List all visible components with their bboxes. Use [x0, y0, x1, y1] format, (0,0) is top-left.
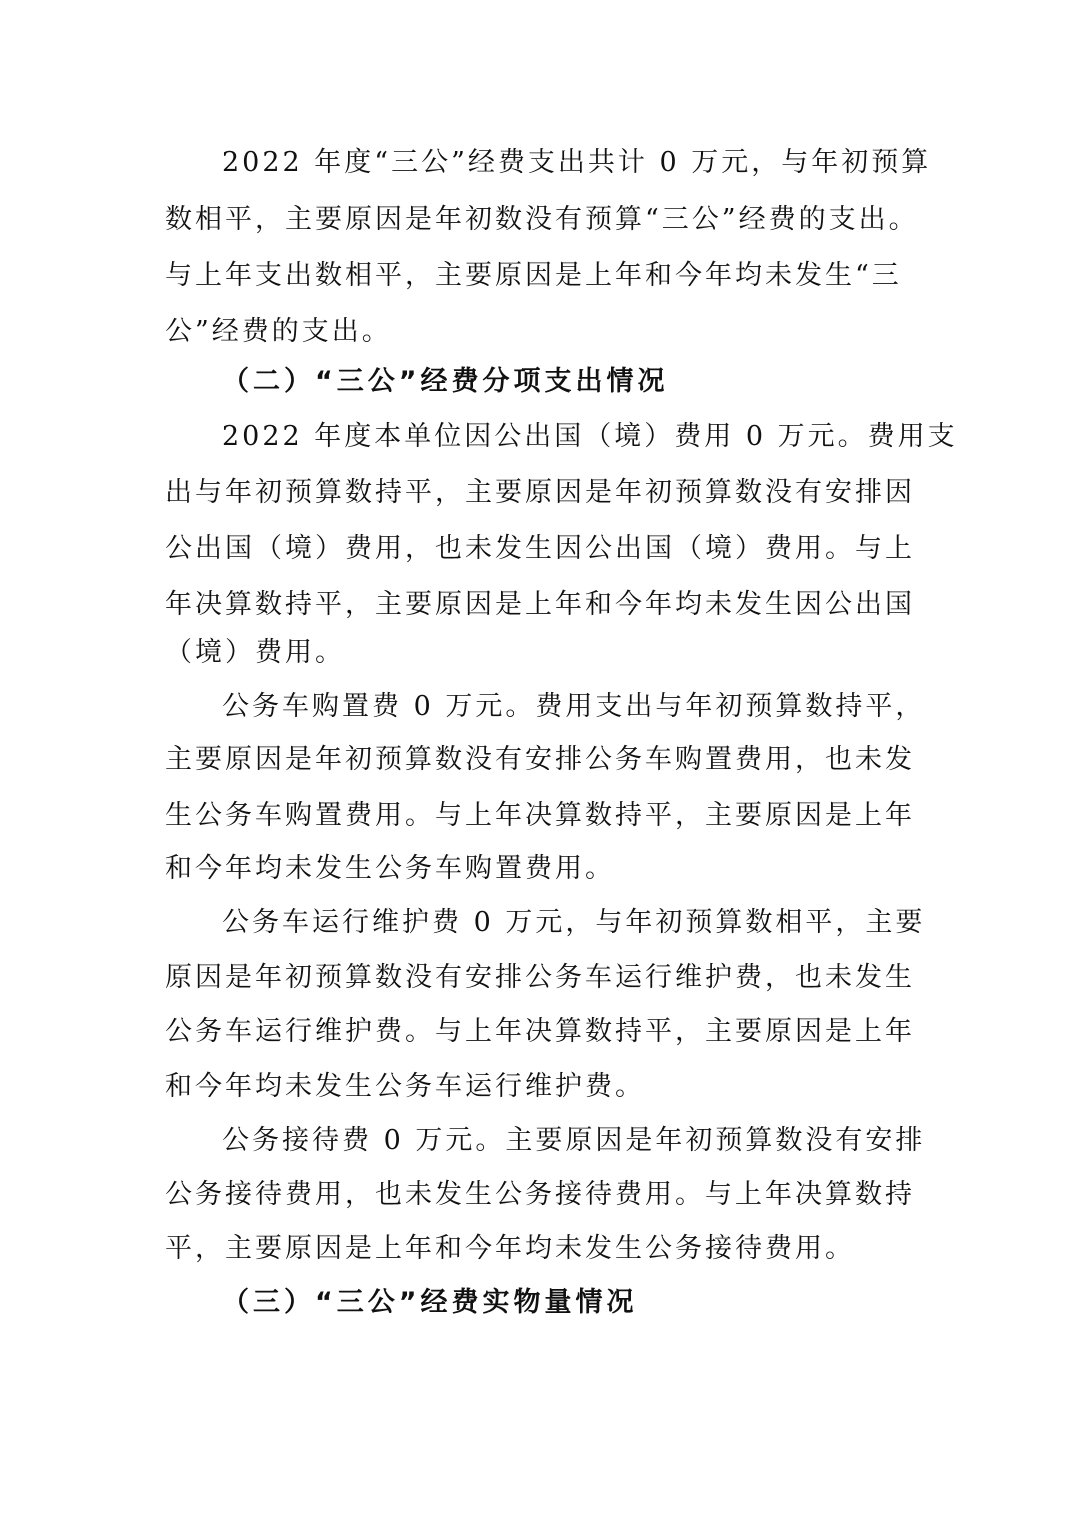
paragraph-1-line-4: 公”经费的支出。: [165, 316, 392, 347]
paragraph-3-line-1: 公务车购置费 0 万元。费用支出与年初预算数持平，: [222, 691, 926, 722]
paragraph-1-line-2: 数相平，主要原因是年初数没有预算“三公”经费的支出。: [165, 204, 919, 235]
paragraph-2-line-5: （境）费用。: [165, 637, 345, 668]
paragraph-3-line-3: 生公务车购置费用。与上年决算数持平，主要原因是上年: [165, 800, 915, 831]
paragraph-1-line-1: 2022 年度“三公”经费支出共计 0 万元，与年初预算: [222, 147, 932, 178]
paragraph-4-line-4: 和今年均未发生公务车运行维护费。: [165, 1071, 645, 1102]
paragraph-2-line-2: 出与年初预算数持平，主要原因是年初预算数没有安排因: [165, 477, 915, 508]
paragraph-2-line-3: 公出国（境）费用，也未发生因公出国（境）费用。与上: [165, 533, 915, 564]
paragraph-1-line-3: 与上年支出数相平，主要原因是上年和今年均未发生“三: [165, 260, 902, 291]
paragraph-5-line-2: 公务接待费用，也未发生公务接待费用。与上年决算数持: [165, 1179, 915, 1210]
paragraph-2-line-4: 年决算数持平，主要原因是上年和今年均未发生因公出国: [165, 589, 915, 620]
paragraph-5-line-3: 平，主要原因是上年和今年均未发生公务接待费用。: [165, 1233, 855, 1264]
paragraph-3-line-4: 和今年均未发生公务车购置费用。: [165, 853, 615, 884]
paragraph-4-line-2: 原因是年初预算数没有安排公务车运行维护费，也未发生: [165, 962, 915, 993]
paragraph-4-line-1: 公务车运行维护费 0 万元，与年初预算数相平，主要: [222, 907, 926, 938]
paragraph-4-line-3: 公务车运行维护费。与上年决算数持平，主要原因是上年: [165, 1016, 915, 1047]
paragraph-5-line-1: 公务接待费 0 万元。主要原因是年初预算数没有安排: [222, 1125, 926, 1156]
paragraph-2-line-1: 2022 年度本单位因公出国（境）费用 0 万元。费用支: [222, 421, 958, 452]
section-heading-3: （三）“三公”经费实物量情况: [222, 1287, 638, 1318]
paragraph-3-line-2: 主要原因是年初预算数没有安排公务车购置费用，也未发: [165, 744, 915, 775]
section-heading-2: （二）“三公”经费分项支出情况: [222, 366, 669, 397]
